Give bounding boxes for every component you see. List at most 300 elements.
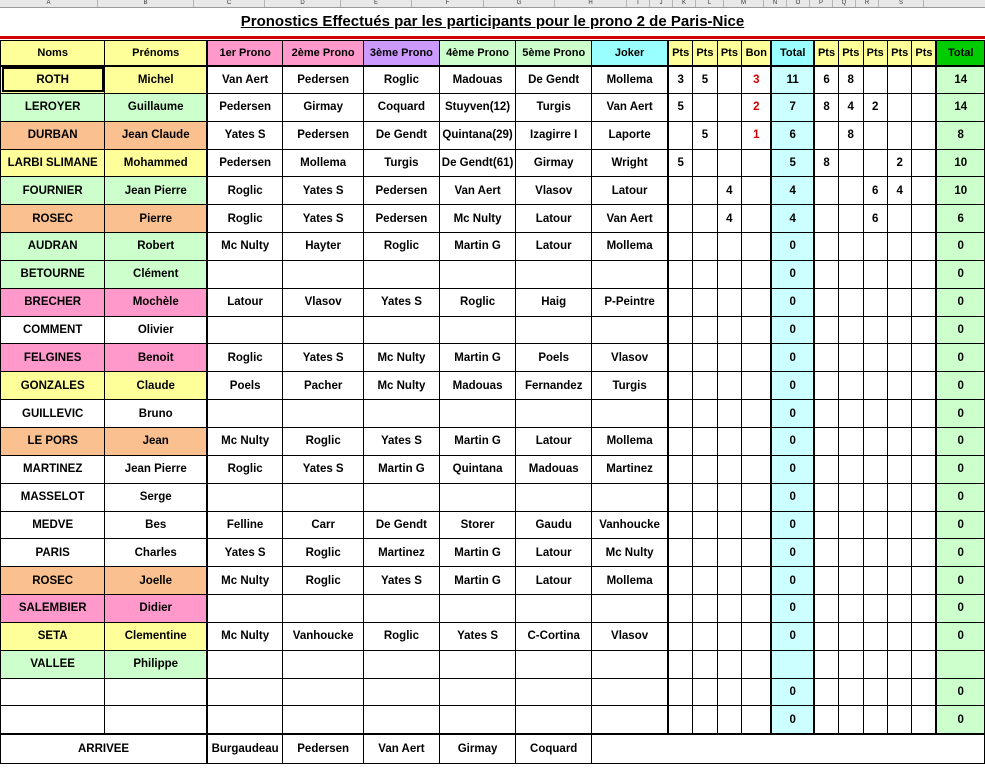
cell-pts-b4[interactable] [887,511,911,539]
cell-bonus[interactable]: 2 [742,93,772,121]
cell-joker[interactable]: Mollema [592,66,669,94]
cell-bonus[interactable] [742,539,772,567]
cell-pts-2[interactable] [693,706,717,734]
cell-prono-2[interactable]: Vanhoucke [283,622,364,650]
cell-bonus[interactable] [742,288,772,316]
arrivee-position-2[interactable]: Pedersen [283,734,364,764]
cell-prono-2[interactable] [283,678,364,706]
cell-prenom[interactable]: Serge [105,483,207,511]
cell-bonus[interactable] [742,567,772,595]
cell-total[interactable]: 11 [771,66,814,94]
column-letter-l[interactable]: L [696,0,724,7]
cell-bonus[interactable] [742,260,772,288]
cell-prono-5[interactable]: Latour [516,205,592,233]
cell-pts-b1[interactable] [814,622,838,650]
cell-prono-3[interactable]: Pedersen [364,177,440,205]
cell-pts-1[interactable] [668,539,692,567]
cell-pts-b2[interactable] [839,233,863,261]
column-letter-i[interactable]: I [627,0,650,7]
cell-prenom[interactable]: Bes [105,511,207,539]
cell-grand-total[interactable]: 0 [936,595,984,623]
cell-pts-b2[interactable] [839,622,863,650]
cell-pts-b2[interactable] [839,650,863,678]
cell-pts-b2[interactable] [839,595,863,623]
cell-pts-b2[interactable] [839,260,863,288]
cell-pts-3[interactable] [717,511,741,539]
cell-total[interactable]: 4 [771,177,814,205]
cell-pts-3[interactable] [717,400,741,428]
cell-prono-3[interactable]: Roglic [364,66,440,94]
cell-prono-5[interactable]: Haig [516,288,592,316]
cell-pts-1[interactable] [668,650,692,678]
cell-prenom[interactable]: Michel [105,66,207,94]
cell-pts-1[interactable] [668,260,692,288]
cell-pts-b1[interactable] [814,678,838,706]
cell-bonus[interactable] [742,427,772,455]
cell-pts-b4[interactable] [887,205,911,233]
cell-pts-b4[interactable] [887,93,911,121]
cell-bonus[interactable] [742,650,772,678]
cell-joker[interactable] [592,678,669,706]
cell-pts-b4[interactable] [887,427,911,455]
cell-prono-2[interactable] [283,706,364,734]
cell-bonus[interactable]: 1 [742,121,772,149]
cell-grand-total[interactable]: 0 [936,706,984,734]
cell-total[interactable]: 0 [771,706,814,734]
cell-pts-1[interactable] [668,344,692,372]
cell-prono-5[interactable]: Poels [516,344,592,372]
cell-prono-4[interactable] [439,316,516,344]
cell-prono-4[interactable]: Madouas [439,372,516,400]
cell-bonus[interactable] [742,595,772,623]
cell-pts-b5[interactable] [912,93,936,121]
cell-pts-b3[interactable] [863,539,887,567]
cell-nom[interactable]: PARIS [1,539,105,567]
cell-pts-b4[interactable] [887,400,911,428]
cell-pts-3[interactable] [717,678,741,706]
cell-pts-b1[interactable] [814,650,838,678]
cell-pts-2[interactable] [693,149,717,177]
cell-grand-total[interactable]: 0 [936,344,984,372]
cell-prono-1[interactable] [207,706,283,734]
cell-joker[interactable]: Mollema [592,427,669,455]
cell-nom[interactable]: ROTH [1,66,105,94]
cell-nom[interactable]: COMMENT [1,316,105,344]
cell-pts-b5[interactable] [912,483,936,511]
cell-bonus[interactable] [742,372,772,400]
cell-grand-total[interactable]: 0 [936,539,984,567]
cell-grand-total[interactable]: 0 [936,511,984,539]
cell-prono-1[interactable] [207,400,283,428]
cell-prono-5[interactable]: Latour [516,567,592,595]
cell-pts-b1[interactable] [814,316,838,344]
cell-prono-4[interactable]: Martin G [439,539,516,567]
cell-pts-b3[interactable] [863,400,887,428]
cell-joker[interactable]: Vanhoucke [592,511,669,539]
cell-total[interactable]: 4 [771,205,814,233]
cell-bonus[interactable] [742,622,772,650]
cell-prenom[interactable]: Philippe [105,650,207,678]
arrivee-position-3[interactable]: Van Aert [364,734,440,764]
cell-pts-b1[interactable]: 8 [814,93,838,121]
cell-pts-b3[interactable] [863,427,887,455]
cell-pts-b3[interactable] [863,455,887,483]
cell-prono-4[interactable]: Quintana(29) [439,121,516,149]
cell-total[interactable]: 0 [771,539,814,567]
cell-bonus[interactable] [742,678,772,706]
cell-nom[interactable]: LE PORS [1,427,105,455]
cell-prono-5[interactable]: Vlasov [516,177,592,205]
cell-pts-1[interactable] [668,622,692,650]
cell-prono-3[interactable]: Martin G [364,455,440,483]
cell-pts-b1[interactable]: 8 [814,149,838,177]
column-letter-q[interactable]: Q [833,0,856,7]
cell-pts-b4[interactable] [887,567,911,595]
cell-pts-3[interactable] [717,316,741,344]
cell-bonus[interactable] [742,511,772,539]
cell-total[interactable]: 0 [771,595,814,623]
cell-pts-1[interactable] [668,511,692,539]
cell-pts-b1[interactable] [814,400,838,428]
cell-pts-b5[interactable] [912,567,936,595]
cell-pts-b4[interactable] [887,678,911,706]
cell-prono-4[interactable]: Martin G [439,427,516,455]
cell-prono-4[interactable]: Martin G [439,233,516,261]
cell-pts-b3[interactable] [863,233,887,261]
cell-prono-3[interactable] [364,260,440,288]
cell-pts-b4[interactable]: 4 [887,177,911,205]
arrivee-position-1[interactable]: Burgaudeau [207,734,283,764]
cell-pts-b5[interactable] [912,455,936,483]
cell-prono-5[interactable] [516,483,592,511]
column-letter-n[interactable]: N [764,0,787,7]
cell-pts-b1[interactable] [814,483,838,511]
cell-bonus[interactable] [742,344,772,372]
cell-pts-3[interactable] [717,149,741,177]
cell-joker[interactable] [592,483,669,511]
cell-prono-4[interactable]: De Gendt(61) [439,149,516,177]
cell-pts-2[interactable] [693,93,717,121]
cell-pts-b1[interactable] [814,205,838,233]
cell-prenom[interactable] [105,678,207,706]
cell-pts-b5[interactable] [912,66,936,94]
cell-pts-b4[interactable] [887,706,911,734]
cell-pts-1[interactable] [668,121,692,149]
cell-joker[interactable]: Mollema [592,233,669,261]
cell-grand-total[interactable]: 0 [936,260,984,288]
cell-grand-total[interactable]: 0 [936,372,984,400]
cell-prono-3[interactable]: Yates S [364,288,440,316]
cell-pts-b2[interactable] [839,511,863,539]
cell-prenom[interactable]: Pierre [105,205,207,233]
cell-pts-b3[interactable] [863,567,887,595]
cell-pts-3[interactable] [717,288,741,316]
cell-bonus[interactable]: 3 [742,66,772,94]
cell-pts-2[interactable] [693,455,717,483]
cell-pts-2[interactable] [693,400,717,428]
cell-prono-3[interactable] [364,483,440,511]
cell-prono-3[interactable]: Yates S [364,427,440,455]
cell-grand-total[interactable]: 0 [936,288,984,316]
cell-pts-1[interactable]: 3 [668,66,692,94]
cell-pts-1[interactable]: 5 [668,93,692,121]
cell-pts-b1[interactable] [814,260,838,288]
cell-pts-b1[interactable] [814,455,838,483]
cell-prono-1[interactable] [207,260,283,288]
column-letter-h[interactable]: H [555,0,627,7]
cell-prono-1[interactable]: Roglic [207,344,283,372]
cell-pts-b3[interactable] [863,595,887,623]
cell-pts-2[interactable] [693,595,717,623]
cell-nom[interactable]: ROSEC [1,205,105,233]
cell-prono-4[interactable]: Stuyven(12) [439,93,516,121]
cell-pts-2[interactable]: 5 [693,66,717,94]
cell-prono-2[interactable] [283,400,364,428]
cell-prono-1[interactable]: Roglic [207,455,283,483]
cell-pts-b2[interactable] [839,316,863,344]
cell-prono-5[interactable] [516,706,592,734]
cell-pts-3[interactable] [717,455,741,483]
cell-prono-2[interactable]: Roglic [283,567,364,595]
cell-pts-b3[interactable] [863,706,887,734]
cell-nom[interactable]: MARTINEZ [1,455,105,483]
cell-prenom[interactable]: Jean Pierre [105,455,207,483]
header-cell-total[interactable]: Total [771,41,814,66]
cell-grand-total[interactable]: 10 [936,177,984,205]
cell-total[interactable]: 0 [771,567,814,595]
cell-joker[interactable] [592,706,669,734]
cell-pts-b3[interactable] [863,511,887,539]
cell-joker[interactable]: Wright [592,149,669,177]
cell-prono-5[interactable]: Latour [516,539,592,567]
cell-bonus[interactable] [742,316,772,344]
cell-prono-4[interactable]: Storer [439,511,516,539]
cell-joker[interactable]: P-Peintre [592,288,669,316]
cell-bonus[interactable] [742,177,772,205]
cell-total[interactable]: 0 [771,233,814,261]
column-letter-j[interactable]: J [650,0,673,7]
cell-prono-5[interactable]: Latour [516,233,592,261]
cell-prono-2[interactable]: Mollema [283,149,364,177]
cell-prono-5[interactable] [516,678,592,706]
cell-pts-b5[interactable] [912,177,936,205]
cell-prono-3[interactable]: Martinez [364,539,440,567]
cell-pts-b4[interactable] [887,539,911,567]
cell-pts-b5[interactable] [912,622,936,650]
cell-prono-4[interactable]: Martin G [439,567,516,595]
cell-joker[interactable]: Mc Nulty [592,539,669,567]
column-letter-f[interactable]: F [412,0,484,7]
cell-prono-1[interactable]: Van Aert [207,66,283,94]
cell-pts-1[interactable] [668,400,692,428]
column-letter-c[interactable]: C [194,0,265,7]
cell-pts-2[interactable] [693,233,717,261]
cell-pts-3[interactable] [717,650,741,678]
cell-prenom[interactable]: Benoit [105,344,207,372]
header-cell-bonus[interactable]: Bon [742,41,772,66]
cell-pts-b2[interactable]: 8 [839,121,863,149]
arrivee-label[interactable]: ARRIVEE [1,734,208,764]
column-letter-s[interactable]: S [879,0,924,7]
cell-pts-3[interactable] [717,622,741,650]
cell-pts-b1[interactable] [814,511,838,539]
header-cell-pts-3[interactable]: Pts [717,41,741,66]
cell-prono-2[interactable]: Pacher [283,372,364,400]
header-cell-joker[interactable]: Joker [592,41,669,66]
cell-pts-2[interactable] [693,483,717,511]
header-cell-pts-1[interactable]: Pts [668,41,692,66]
cell-nom[interactable]: SETA [1,622,105,650]
column-letter-o[interactable]: O [787,0,810,7]
cell-prenom[interactable]: Mohammed [105,149,207,177]
cell-total[interactable]: 0 [771,260,814,288]
cell-nom[interactable]: GUILLEVIC [1,400,105,428]
header-cell-grand-total[interactable]: Total [936,41,984,66]
cell-prono-5[interactable]: Gaudu [516,511,592,539]
cell-prono-4[interactable]: Van Aert [439,177,516,205]
cell-prono-1[interactable]: Mc Nulty [207,233,283,261]
cell-grand-total[interactable]: 0 [936,622,984,650]
cell-pts-b5[interactable] [912,706,936,734]
header-cell-nom[interactable]: Noms [1,41,105,66]
cell-pts-b1[interactable] [814,344,838,372]
cell-prono-4[interactable]: Roglic [439,288,516,316]
cell-nom[interactable]: BETOURNE [1,260,105,288]
cell-pts-1[interactable] [668,678,692,706]
cell-prono-1[interactable]: Poels [207,372,283,400]
cell-pts-b1[interactable] [814,233,838,261]
header-cell-pts-2[interactable]: Pts [693,41,717,66]
arrivee-position-4[interactable]: Girmay [439,734,516,764]
cell-prenom[interactable]: Bruno [105,400,207,428]
cell-total[interactable]: 0 [771,678,814,706]
cell-total[interactable]: 0 [771,455,814,483]
cell-prono-4[interactable]: Madouas [439,66,516,94]
cell-pts-2[interactable] [693,288,717,316]
cell-prono-1[interactable] [207,595,283,623]
cell-pts-3[interactable] [717,483,741,511]
cell-prenom[interactable]: Charles [105,539,207,567]
cell-prono-4[interactable]: Quintana [439,455,516,483]
cell-pts-b2[interactable]: 8 [839,66,863,94]
cell-prono-2[interactable]: Pedersen [283,121,364,149]
column-letter-d[interactable]: D [265,0,341,7]
cell-prono-2[interactable] [283,260,364,288]
cell-prono-2[interactable]: Pedersen [283,66,364,94]
cell-joker[interactable]: Laporte [592,121,669,149]
cell-pts-b4[interactable] [887,121,911,149]
cell-pts-b1[interactable] [814,288,838,316]
cell-prono-2[interactable]: Carr [283,511,364,539]
cell-joker[interactable]: Van Aert [592,205,669,233]
cell-prenom[interactable]: Jean Pierre [105,177,207,205]
cell-prono-1[interactable]: Yates S [207,539,283,567]
cell-prono-3[interactable] [364,650,440,678]
cell-pts-b2[interactable] [839,455,863,483]
cell-prono-1[interactable] [207,678,283,706]
cell-prono-3[interactable]: Roglic [364,233,440,261]
cell-prono-3[interactable]: Mc Nulty [364,372,440,400]
cell-pts-b4[interactable] [887,260,911,288]
cell-prono-5[interactable]: Girmay [516,149,592,177]
cell-joker[interactable] [592,650,669,678]
cell-nom[interactable]: BRECHER [1,288,105,316]
cell-nom[interactable]: GONZALES [1,372,105,400]
cell-prono-4[interactable] [439,650,516,678]
cell-prono-5[interactable] [516,260,592,288]
cell-pts-3[interactable] [717,595,741,623]
cell-nom[interactable]: VALLEE [1,650,105,678]
cell-prono-3[interactable]: De Gendt [364,121,440,149]
cell-pts-1[interactable] [668,483,692,511]
cell-pts-3[interactable] [717,66,741,94]
cell-grand-total[interactable]: 0 [936,400,984,428]
cell-pts-b4[interactable] [887,455,911,483]
cell-pts-b5[interactable] [912,233,936,261]
cell-pts-1[interactable] [668,595,692,623]
cell-pts-b4[interactable]: 2 [887,149,911,177]
cell-pts-1[interactable] [668,427,692,455]
cell-total[interactable]: 0 [771,427,814,455]
cell-prono-5[interactable]: Latour [516,427,592,455]
cell-grand-total[interactable]: 0 [936,427,984,455]
cell-pts-b5[interactable] [912,427,936,455]
cell-grand-total[interactable]: 14 [936,66,984,94]
cell-prono-4[interactable]: Mc Nulty [439,205,516,233]
cell-joker[interactable]: Mollema [592,567,669,595]
cell-joker[interactable] [592,595,669,623]
cell-pts-b5[interactable] [912,149,936,177]
cell-prono-2[interactable] [283,483,364,511]
header-cell-prono-4[interactable]: 4ème Prono [439,41,516,66]
cell-total[interactable]: 0 [771,344,814,372]
cell-prono-1[interactable]: Yates S [207,121,283,149]
header-cell-prono-5[interactable]: 5ème Prono [516,41,592,66]
header-cell-pts-b4[interactable]: Pts [887,41,911,66]
cell-grand-total[interactable]: 0 [936,233,984,261]
cell-grand-total[interactable]: 6 [936,205,984,233]
cell-pts-3[interactable] [717,260,741,288]
cell-pts-b3[interactable]: 6 [863,205,887,233]
cell-prono-2[interactable]: Vlasov [283,288,364,316]
column-letter-g[interactable]: G [484,0,555,7]
cell-pts-b2[interactable] [839,567,863,595]
cell-pts-3[interactable]: 4 [717,205,741,233]
cell-pts-2[interactable] [693,177,717,205]
cell-pts-b1[interactable] [814,706,838,734]
cell-prenom[interactable]: Jean Claude [105,121,207,149]
cell-grand-total[interactable]: 10 [936,149,984,177]
cell-pts-b2[interactable] [839,427,863,455]
cell-prono-5[interactable] [516,650,592,678]
cell-total[interactable]: 0 [771,288,814,316]
header-cell-prenom[interactable]: Prénoms [105,41,207,66]
cell-prono-4[interactable] [439,400,516,428]
cell-joker[interactable] [592,260,669,288]
column-letter-k[interactable]: K [673,0,696,7]
cell-grand-total[interactable]: 8 [936,121,984,149]
cell-prono-5[interactable] [516,400,592,428]
cell-total[interactable] [771,650,814,678]
cell-total[interactable]: 0 [771,316,814,344]
cell-pts-2[interactable] [693,427,717,455]
cell-prenom[interactable]: Joelle [105,567,207,595]
cell-pts-b1[interactable] [814,372,838,400]
header-cell-pts-b3[interactable]: Pts [863,41,887,66]
cell-pts-b4[interactable] [887,233,911,261]
cell-pts-2[interactable] [693,539,717,567]
cell-pts-b5[interactable] [912,595,936,623]
